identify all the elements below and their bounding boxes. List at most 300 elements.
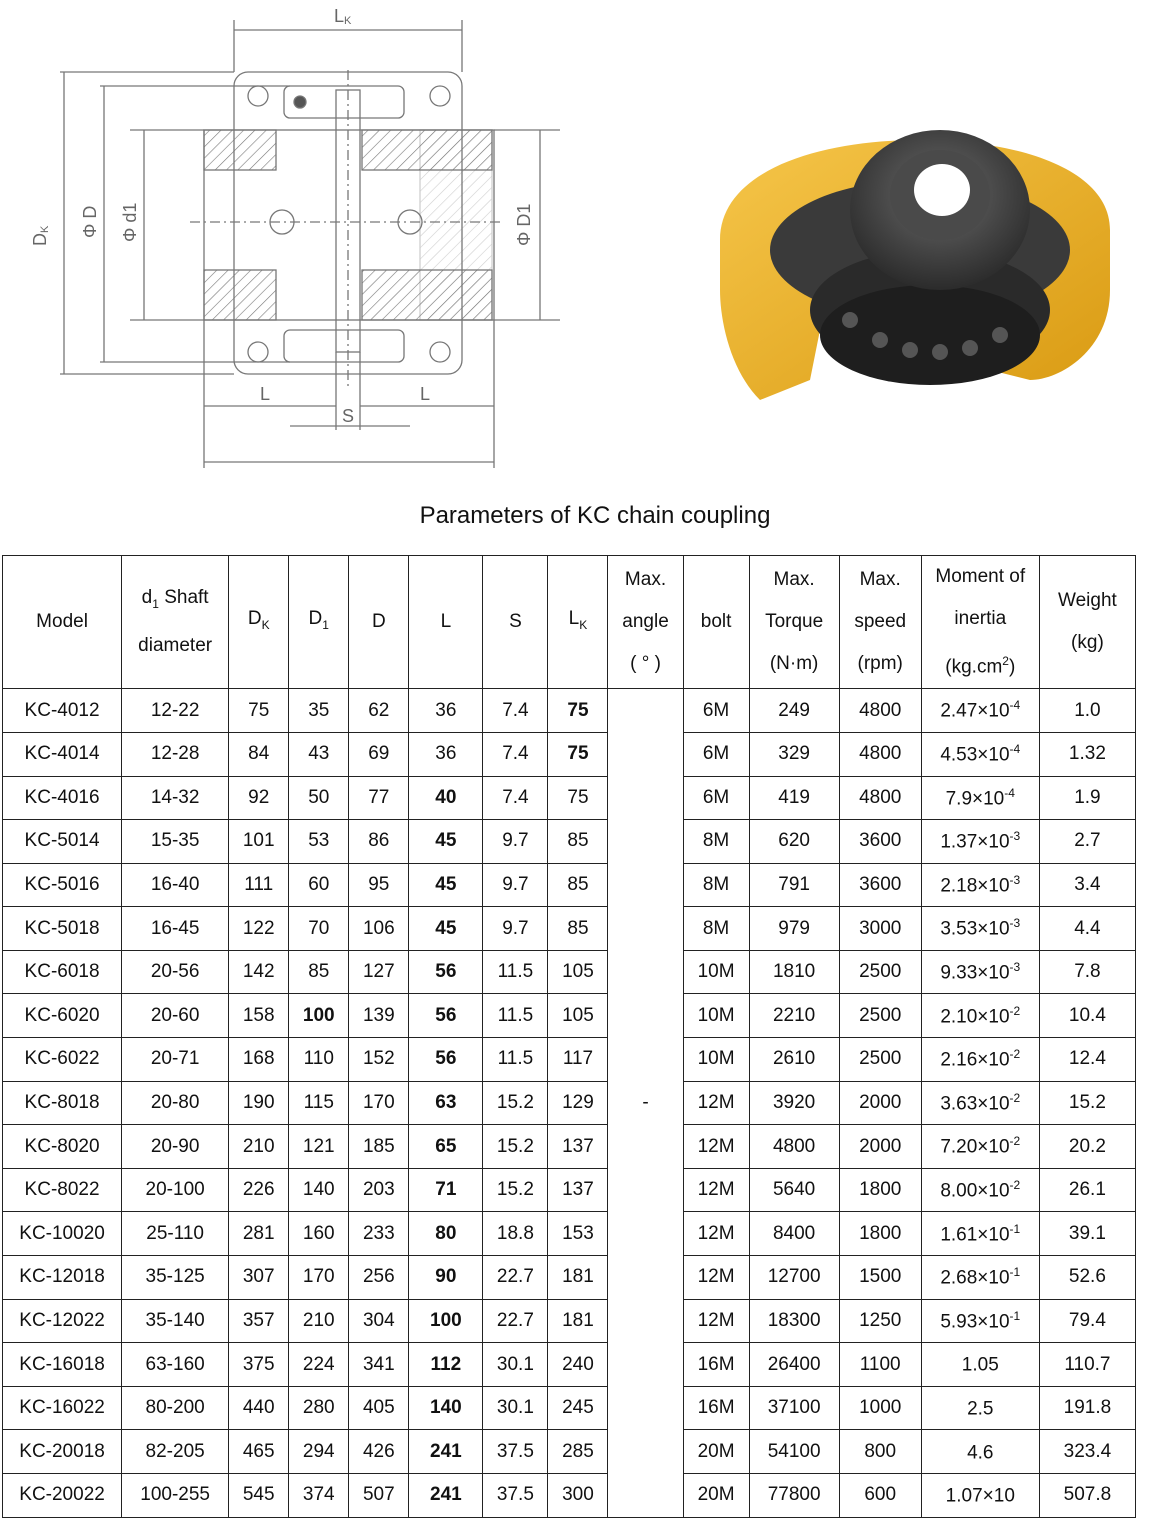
- cell-max-speed: 2500: [839, 950, 921, 994]
- cell-lk: 181: [548, 1256, 608, 1300]
- table-row: [3, 994, 1136, 1038]
- cell-bolt: 12M: [683, 1168, 749, 1212]
- cell-d1: 35: [289, 689, 349, 733]
- cell-dk: 307: [229, 1256, 289, 1300]
- cell-moment-of-inertia: [921, 1474, 1039, 1518]
- cell-moment-of-inertia: [921, 776, 1039, 820]
- cell-d: 152: [349, 1038, 409, 1082]
- cell-d1: 100: [289, 994, 349, 1038]
- cell-lk: 153: [548, 1212, 608, 1256]
- cell-d: 304: [349, 1299, 409, 1343]
- cell-weight: 12.4: [1039, 1038, 1135, 1082]
- cell-moment-of-inertia: [921, 1256, 1039, 1300]
- cell-lk: 85: [548, 907, 608, 951]
- cell-d: 507: [349, 1474, 409, 1518]
- cell-max-torque: 791: [749, 863, 839, 907]
- cell-s: 15.2: [483, 1081, 548, 1125]
- cell-d1: 121: [289, 1125, 349, 1169]
- table-row: [3, 1212, 1136, 1256]
- cell-model: KC-6018: [3, 950, 122, 994]
- cell-bolt: 8M: [683, 907, 749, 951]
- cell-d1: 60: [289, 863, 349, 907]
- cell-max-torque: 37100: [749, 1386, 839, 1430]
- cell-model: KC-10020: [3, 1212, 122, 1256]
- cell-s: 22.7: [483, 1299, 548, 1343]
- cell-weight: 1.32: [1039, 732, 1135, 776]
- cell-weight: 1.9: [1039, 776, 1135, 820]
- cell-dk: 357: [229, 1299, 289, 1343]
- cell-d1: 50: [289, 776, 349, 820]
- cell-max-speed: 800: [839, 1430, 921, 1474]
- cell-lk: 129: [548, 1081, 608, 1125]
- cell-bolt: 12M: [683, 1212, 749, 1256]
- inertia-base: 3.53×10: [940, 918, 1010, 940]
- cell-shaft-diameter: 63-160: [122, 1343, 229, 1387]
- cell-dk: 545: [229, 1474, 289, 1518]
- cell-shaft-diameter: 20-60: [122, 994, 229, 1038]
- cell-weight: 10.4: [1039, 994, 1135, 1038]
- cell-d: 426: [349, 1430, 409, 1474]
- cell-max-torque: 419: [749, 776, 839, 820]
- cell-l: 80: [409, 1212, 483, 1256]
- table-row: [3, 1299, 1136, 1343]
- label-s: S: [342, 406, 355, 426]
- cell-dk: 375: [229, 1343, 289, 1387]
- cell-s: 15.2: [483, 1168, 548, 1212]
- cell-max-speed: 2000: [839, 1081, 921, 1125]
- header-model: Model: [3, 556, 122, 689]
- cell-d: 341: [349, 1343, 409, 1387]
- cell-bolt: 12M: [683, 1125, 749, 1169]
- inertia-base: 1.05: [961, 1354, 999, 1376]
- table-row: [3, 1474, 1136, 1518]
- inertia-base: 5.93×10: [940, 1311, 1010, 1333]
- inertia-base: 8.00×10: [940, 1180, 1010, 1202]
- cell-max-torque: 4800: [749, 1125, 839, 1169]
- table-row: [3, 1343, 1136, 1387]
- cell-d: 233: [349, 1212, 409, 1256]
- cell-lk: 85: [548, 863, 608, 907]
- cell-d1: 224: [289, 1343, 349, 1387]
- inertia-base: 7.20×10: [940, 1136, 1010, 1158]
- cell-d1: 70: [289, 907, 349, 951]
- cell-dk: 158: [229, 994, 289, 1038]
- cell-dk: 122: [229, 907, 289, 951]
- cell-shaft-diameter: 20-100: [122, 1168, 229, 1212]
- cell-moment-of-inertia: [921, 820, 1039, 864]
- cell-bolt: 6M: [683, 776, 749, 820]
- cell-moment-of-inertia: [921, 1125, 1039, 1169]
- cell-lk: 85: [548, 820, 608, 864]
- cell-dk: 101: [229, 820, 289, 864]
- table-row: [3, 1430, 1136, 1474]
- cell-s: 9.7: [483, 907, 548, 951]
- cell-max-speed: 2000: [839, 1125, 921, 1169]
- cell-model: KC-20018: [3, 1430, 122, 1474]
- cell-max-speed: 2500: [839, 1038, 921, 1082]
- cell-d1: 115: [289, 1081, 349, 1125]
- label-phi-d1: Φ d1: [120, 202, 140, 242]
- cell-moment-of-inertia: [921, 1038, 1039, 1082]
- cell-max-torque: 3920: [749, 1081, 839, 1125]
- inertia-exponent: -2: [1009, 1003, 1021, 1018]
- cell-dk: 281: [229, 1212, 289, 1256]
- inertia-base: 1.37×10: [940, 831, 1010, 853]
- inertia-base: 2.5: [967, 1398, 994, 1420]
- cell-s: 11.5: [483, 994, 548, 1038]
- header-d1: $D_1$: [289, 556, 349, 689]
- cell-dk: 168: [229, 1038, 289, 1082]
- cell-dk: 210: [229, 1125, 289, 1169]
- cell-weight: 39.1: [1039, 1212, 1135, 1256]
- inertia-exponent: -3: [1009, 960, 1021, 975]
- cell-d: 170: [349, 1081, 409, 1125]
- cell-bolt: 12M: [683, 1081, 749, 1125]
- inertia-exponent: -1: [1009, 1308, 1021, 1323]
- cell-max-speed: 4800: [839, 689, 921, 733]
- inertia-base: 2.18×10: [940, 875, 1010, 897]
- header-l: L: [409, 556, 483, 689]
- inertia-base: 4.6: [967, 1441, 994, 1463]
- cell-moment-of-inertia: [921, 1168, 1039, 1212]
- cell-bolt: 12M: [683, 1256, 749, 1300]
- inertia-base: 3.63×10: [940, 1093, 1010, 1115]
- cell-moment-of-inertia: [921, 863, 1039, 907]
- cell-d1: 53: [289, 820, 349, 864]
- cell-lk: 105: [548, 950, 608, 994]
- cell-bolt: 12M: [683, 1299, 749, 1343]
- cell-l: 36: [409, 732, 483, 776]
- cell-shaft-diameter: 80-200: [122, 1386, 229, 1430]
- cell-d1: 85: [289, 950, 349, 994]
- cell-model: KC-4016: [3, 776, 122, 820]
- technical-drawing: [0, 0, 600, 480]
- cell-d: 405: [349, 1386, 409, 1430]
- table-row: [3, 950, 1136, 994]
- product-photo: [690, 120, 1130, 410]
- cell-s: 7.4: [483, 732, 548, 776]
- cell-lk: 137: [548, 1125, 608, 1169]
- cell-bolt: 20M: [683, 1430, 749, 1474]
- cell-model: KC-5016: [3, 863, 122, 907]
- parameters-table: [2, 555, 1136, 1518]
- cell-max-speed: 1800: [839, 1212, 921, 1256]
- table-row: [3, 1125, 1136, 1169]
- cell-max-torque: 26400: [749, 1343, 839, 1387]
- label-phi-D1: Φ D1: [514, 203, 534, 246]
- inertia-exponent: -2: [1009, 1134, 1021, 1149]
- cell-max-speed: 3600: [839, 820, 921, 864]
- inertia-exponent: -3: [1009, 872, 1021, 887]
- cell-dk: 190: [229, 1081, 289, 1125]
- table-row: [3, 732, 1136, 776]
- cell-model: KC-4014: [3, 732, 122, 776]
- cell-l: 45: [409, 863, 483, 907]
- inertia-exponent: -3: [1009, 829, 1021, 844]
- cell-max-torque: 77800: [749, 1474, 839, 1518]
- cell-max-speed: 3600: [839, 863, 921, 907]
- cell-bolt: 16M: [683, 1343, 749, 1387]
- header-lk: $L_K$: [548, 556, 608, 689]
- cell-d1: 43: [289, 732, 349, 776]
- cell-bolt: 10M: [683, 950, 749, 994]
- cell-model: KC-20022: [3, 1474, 122, 1518]
- cell-lk: 245: [548, 1386, 608, 1430]
- inertia-exponent: -1: [1009, 1265, 1021, 1280]
- cell-bolt: 6M: [683, 689, 749, 733]
- table-row: [3, 1386, 1136, 1430]
- cell-weight: 20.2: [1039, 1125, 1135, 1169]
- inertia-base: 1.61×10: [940, 1223, 1010, 1245]
- cell-dk: 75: [229, 689, 289, 733]
- cell-bolt: 20M: [683, 1474, 749, 1518]
- cell-max-torque: 1810: [749, 950, 839, 994]
- cell-shaft-diameter: 100-255: [122, 1474, 229, 1518]
- header-d: D: [349, 556, 409, 689]
- cell-lk: 105: [548, 994, 608, 1038]
- cell-shaft-diameter: 15-35: [122, 820, 229, 864]
- label-phi-d: Φ D: [80, 205, 100, 238]
- cell-lk: 75: [548, 776, 608, 820]
- inertia-base: 2.16×10: [940, 1049, 1010, 1071]
- cell-model: KC-16022: [3, 1386, 122, 1430]
- cell-max-torque: 12700: [749, 1256, 839, 1300]
- cell-l: 100: [409, 1299, 483, 1343]
- cell-shaft-diameter: 20-56: [122, 950, 229, 994]
- cell-weight: 26.1: [1039, 1168, 1135, 1212]
- cell-s: 30.1: [483, 1386, 548, 1430]
- inertia-exponent: -1: [1009, 1221, 1021, 1236]
- cell-d: 62: [349, 689, 409, 733]
- cell-l: 112: [409, 1343, 483, 1387]
- cell-max-speed: 1500: [839, 1256, 921, 1300]
- cell-max-torque: 54100: [749, 1430, 839, 1474]
- cell-l: 45: [409, 820, 483, 864]
- cell-shaft-diameter: 12-22: [122, 689, 229, 733]
- cell-d: 69: [349, 732, 409, 776]
- header-max-speed: Max. speed (rpm): [839, 556, 921, 689]
- cell-l: 63: [409, 1081, 483, 1125]
- header-s: S: [483, 556, 548, 689]
- cell-max-speed: 1000: [839, 1386, 921, 1430]
- cell-model: KC-12022: [3, 1299, 122, 1343]
- cell-l: 45: [409, 907, 483, 951]
- cell-shaft-diameter: 82-205: [122, 1430, 229, 1474]
- cell-d1: 294: [289, 1430, 349, 1474]
- cell-d: 77: [349, 776, 409, 820]
- cell-weight: 79.4: [1039, 1299, 1135, 1343]
- cell-max-torque: 249: [749, 689, 839, 733]
- cell-dk: 111: [229, 863, 289, 907]
- cell-model: KC-5014: [3, 820, 122, 864]
- cell-shaft-diameter: 25-110: [122, 1212, 229, 1256]
- cell-weight: 52.6: [1039, 1256, 1135, 1300]
- cell-shaft-diameter: 16-45: [122, 907, 229, 951]
- cell-weight: 15.2: [1039, 1081, 1135, 1125]
- cell-weight: 2.7: [1039, 820, 1135, 864]
- cell-max-speed: 4800: [839, 776, 921, 820]
- cell-moment-of-inertia: [921, 1386, 1039, 1430]
- cell-l: 56: [409, 1038, 483, 1082]
- cell-max-speed: 1100: [839, 1343, 921, 1387]
- cell-d: 106: [349, 907, 409, 951]
- cell-s: 9.7: [483, 863, 548, 907]
- cell-dk: 226: [229, 1168, 289, 1212]
- cell-moment-of-inertia: [921, 689, 1039, 733]
- cell-max-speed: 2500: [839, 994, 921, 1038]
- cell-bolt: 10M: [683, 1038, 749, 1082]
- cell-lk: 137: [548, 1168, 608, 1212]
- cell-moment-of-inertia: [921, 1081, 1039, 1125]
- cell-d: 203: [349, 1168, 409, 1212]
- cell-lk: 240: [548, 1343, 608, 1387]
- cell-lk: 181: [548, 1299, 608, 1343]
- table-row: [3, 776, 1136, 820]
- header-max-angle: Max. angle ( ° ): [608, 556, 683, 689]
- inertia-base: 2.47×10: [940, 700, 1010, 722]
- cell-lk: 75: [548, 689, 608, 733]
- cell-moment-of-inertia: [921, 907, 1039, 951]
- inertia-exponent: -3: [1009, 916, 1021, 931]
- cell-shaft-diameter: 20-80: [122, 1081, 229, 1125]
- cell-model: KC-8020: [3, 1125, 122, 1169]
- cell-max-torque: 2610: [749, 1038, 839, 1082]
- table-row: [3, 689, 1136, 733]
- cell-bolt: 6M: [683, 732, 749, 776]
- cell-moment-of-inertia: [921, 1212, 1039, 1256]
- cell-shaft-diameter: 16-40: [122, 863, 229, 907]
- label-dk: DK: [30, 225, 51, 246]
- cell-shaft-diameter: 14-32: [122, 776, 229, 820]
- inertia-base: 2.10×10: [940, 1005, 1010, 1027]
- cell-moment-of-inertia: [921, 1343, 1039, 1387]
- cell-max-speed: 1800: [839, 1168, 921, 1212]
- cell-max-torque: 8400: [749, 1212, 839, 1256]
- cell-model: KC-12018: [3, 1256, 122, 1300]
- cell-bolt: 8M: [683, 863, 749, 907]
- cell-weight: 1.0: [1039, 689, 1135, 733]
- cell-d1: 110: [289, 1038, 349, 1082]
- cell-weight: 323.4: [1039, 1430, 1135, 1474]
- cell-dk: 440: [229, 1386, 289, 1430]
- cell-d: 95: [349, 863, 409, 907]
- cell-s: 18.8: [483, 1212, 548, 1256]
- cell-lk: 75: [548, 732, 608, 776]
- header-dk: $D_K$: [229, 556, 289, 689]
- inertia-base: 2.68×10: [940, 1267, 1010, 1289]
- cell-l: 65: [409, 1125, 483, 1169]
- cell-max-speed: 600: [839, 1474, 921, 1518]
- cell-bolt: 10M: [683, 994, 749, 1038]
- cell-d: 86: [349, 820, 409, 864]
- inertia-exponent: -4: [1009, 742, 1021, 757]
- table-row: [3, 1168, 1136, 1212]
- cell-moment-of-inertia: [921, 1430, 1039, 1474]
- cell-d1: 140: [289, 1168, 349, 1212]
- cell-moment-of-inertia: [921, 950, 1039, 994]
- inertia-exponent: -2: [1009, 1090, 1021, 1105]
- cell-d: 256: [349, 1256, 409, 1300]
- cell-s: 22.7: [483, 1256, 548, 1300]
- cell-shaft-diameter: 12-28: [122, 732, 229, 776]
- cell-model: KC-16018: [3, 1343, 122, 1387]
- cell-d1: 374: [289, 1474, 349, 1518]
- label-l-right: L: [420, 384, 431, 404]
- table-row: [3, 1081, 1136, 1125]
- table-row: [3, 863, 1136, 907]
- header-max-torque: Max. Torque (N·m): [749, 556, 839, 689]
- cell-weight: 3.4: [1039, 863, 1135, 907]
- inertia-base: 4.53×10: [940, 744, 1010, 766]
- cell-weight: 507.8: [1039, 1474, 1135, 1518]
- cell-d: 139: [349, 994, 409, 1038]
- label-l-left: L: [260, 384, 271, 404]
- cell-d: 127: [349, 950, 409, 994]
- cell-weight: 110.7: [1039, 1343, 1135, 1387]
- inertia-exponent: -4: [1009, 698, 1021, 713]
- cell-lk: 300: [548, 1474, 608, 1518]
- cell-s: 11.5: [483, 1038, 548, 1082]
- cell-lk: 285: [548, 1430, 608, 1474]
- table-row: [3, 1038, 1136, 1082]
- cell-moment-of-inertia: [921, 732, 1039, 776]
- table-row: [3, 820, 1136, 864]
- header-bolt: bolt: [683, 556, 749, 689]
- cell-d1: 210: [289, 1299, 349, 1343]
- header-moment-of-inertia: Moment of inertia $(kg.cm^2)$: [921, 556, 1039, 689]
- cell-model: KC-8018: [3, 1081, 122, 1125]
- cell-s: 15.2: [483, 1125, 548, 1169]
- cell-max-torque: 18300: [749, 1299, 839, 1343]
- inertia-base: 9.33×10: [940, 962, 1010, 984]
- header-row: [3, 556, 1136, 689]
- cell-l: 241: [409, 1430, 483, 1474]
- cell-moment-of-inertia: [921, 994, 1039, 1038]
- cell-bolt: 8M: [683, 820, 749, 864]
- cell-model: KC-5018: [3, 907, 122, 951]
- cell-max-angle: -: [608, 689, 683, 1517]
- cell-model: KC-8022: [3, 1168, 122, 1212]
- cell-d1: 160: [289, 1212, 349, 1256]
- cell-l: 241: [409, 1474, 483, 1518]
- cell-l: 140: [409, 1386, 483, 1430]
- cell-dk: 465: [229, 1430, 289, 1474]
- cell-dk: 142: [229, 950, 289, 994]
- cell-dk: 92: [229, 776, 289, 820]
- cell-max-torque: 329: [749, 732, 839, 776]
- cell-shaft-diameter: 20-71: [122, 1038, 229, 1082]
- cell-weight: 7.8: [1039, 950, 1135, 994]
- cell-bolt: 16M: [683, 1386, 749, 1430]
- cell-s: 9.7: [483, 820, 548, 864]
- cell-s: 30.1: [483, 1343, 548, 1387]
- inertia-exponent: -2: [1009, 1177, 1021, 1192]
- header-weight: Weight (kg): [1039, 556, 1135, 689]
- page-title: Parameters of KC chain coupling: [419, 502, 771, 529]
- inertia-base: 1.07×10: [945, 1485, 1015, 1507]
- cell-max-torque: 5640: [749, 1168, 839, 1212]
- cell-l: 40: [409, 776, 483, 820]
- cell-s: 37.5: [483, 1474, 548, 1518]
- cell-d: 185: [349, 1125, 409, 1169]
- cell-weight: 191.8: [1039, 1386, 1135, 1430]
- cell-s: 11.5: [483, 950, 548, 994]
- cell-model: KC-4012: [3, 689, 122, 733]
- cell-s: 7.4: [483, 776, 548, 820]
- cell-l: 36: [409, 689, 483, 733]
- inertia-exponent: -4: [1004, 785, 1015, 800]
- cell-weight: 4.4: [1039, 907, 1135, 951]
